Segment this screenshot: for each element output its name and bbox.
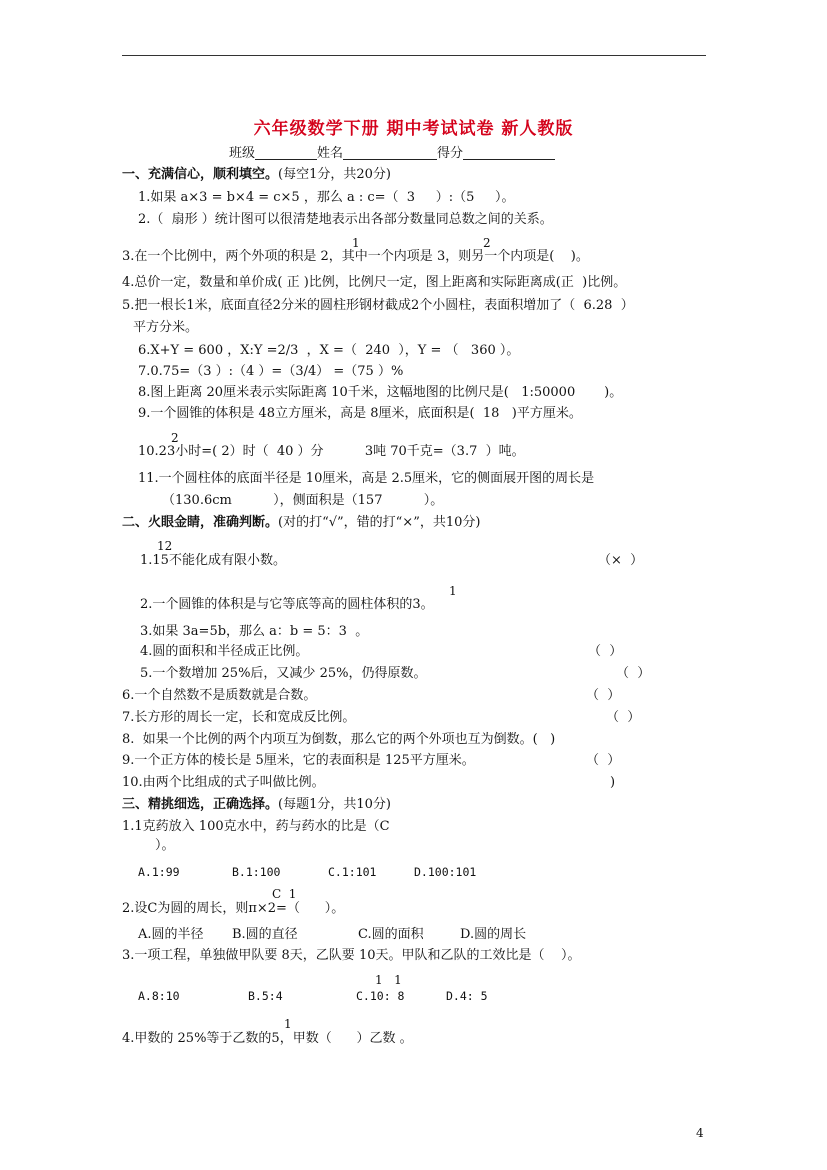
s2-q9-answer[interactable]: （ ） bbox=[586, 753, 621, 768]
s2-question-6: 6.一个自然数不是质数就是合数。 bbox=[122, 688, 317, 703]
s3-q2-option-d[interactable]: D.圆的周长 bbox=[460, 927, 527, 942]
s3-q3-fraction-top: 1 1 bbox=[375, 973, 402, 987]
s3-q3-option-d[interactable]: D.4: 5 bbox=[446, 989, 488, 1003]
section2-note: (对的打“√”，错的打“×”，共10分) bbox=[278, 515, 481, 530]
s1-question-11b: （130.6cm ），侧面积是（157 ）。 bbox=[162, 493, 444, 508]
s2-q4-answer[interactable]: （ ） bbox=[588, 644, 623, 659]
score-label: 得分 bbox=[437, 146, 464, 161]
s2-q5-answer[interactable]: （ ） bbox=[616, 666, 651, 681]
s1-question-4: 4.总价一定，数量和单价成( 正 )比例，比例尺一定，图上距离和实际距离成(正 )比例。 bbox=[122, 275, 627, 290]
name-blank[interactable] bbox=[343, 146, 437, 160]
section1-note: (每空1分，共20分) bbox=[278, 167, 391, 182]
s3-q2-fraction-top: C 1 bbox=[272, 887, 297, 901]
name-label: 姓名 bbox=[317, 146, 344, 161]
s2-q10-answer[interactable]: ) bbox=[610, 775, 616, 790]
section3-title: 三、精挑细选，正确选择。 bbox=[122, 797, 279, 812]
page-number: 4 bbox=[696, 1126, 704, 1140]
s2-question-7: 7.长方形的周长一定，长和宽成反比例。 bbox=[122, 710, 356, 725]
s1-question-7: 7.0.75=（3 ）:（4 ）=（3/4） =（75 ）% bbox=[138, 364, 404, 379]
s3-q1-option-b[interactable]: B.1:100 bbox=[232, 865, 281, 879]
section3-heading bbox=[122, 797, 391, 813]
section2-title: 二、火眼金睛，准确判断。 bbox=[122, 515, 279, 530]
s3-q1-option-c[interactable]: C.1:101 bbox=[328, 865, 377, 879]
s3-question-2: 2.设C为圆的周长，则π×2=（ ）。 bbox=[122, 901, 345, 916]
section2-heading bbox=[122, 515, 480, 531]
s3-q4-numerator: 1 bbox=[284, 1017, 292, 1031]
exam-title: 六年级数学下册 期中考试试卷 新人教版 bbox=[253, 119, 574, 139]
s1-question-1: 1.如果 a×3 = b×4 = c×5 ，那么 a : c=（ 3 ）:（5 ）。 bbox=[138, 190, 515, 205]
s1-question-5b: 平方分米。 bbox=[133, 320, 199, 335]
s3-q2-option-a[interactable]: A.圆的半径 bbox=[138, 927, 204, 942]
s1-question-10: 10.23小时=( 2）时（ 40 ）分 3吨 70千克=（3.7 ）吨。 bbox=[138, 444, 525, 459]
s3-q3-option-a[interactable]: A.8:10 bbox=[138, 989, 180, 1003]
s1-question-9: 9.一个圆锥的体积是 48立方厘米，高是 8厘米，底面积是( 18 )平方厘米。 bbox=[138, 406, 582, 421]
class-blank[interactable] bbox=[255, 146, 317, 160]
s3-question-3: 3.一项工程，单独做甲队要 8天，乙队要 10天。甲队和乙队的工效比是（ ）。 bbox=[122, 948, 581, 963]
s2-question-9: 9.一个正方体的棱长是 5厘米，它的表面积是 125平方厘米。 bbox=[122, 753, 475, 768]
s2-q1-answer[interactable]: （× ） bbox=[598, 553, 644, 568]
s1-question-3: 3.在一个比例中，两个外项的积是 2，其中一个内项是 3，则另一个内项是( )。 bbox=[122, 249, 589, 264]
s3-q3-option-c[interactable]: C.10: 8 bbox=[356, 989, 405, 1003]
s2-question-5: 5.一个数增加 25%后，又减少 25%，仍得原数。 bbox=[140, 666, 427, 681]
s3-q1-option-a[interactable]: A.1:99 bbox=[138, 865, 180, 879]
s3-q1-option-d[interactable]: D.100:101 bbox=[414, 865, 477, 879]
s1-q3-numerator-1: 1 bbox=[352, 236, 360, 250]
s1-question-8: 8.图上距离 20厘米表示实际距离 10千米，这幅地图的比例尺是( 1:50000 )。 bbox=[138, 385, 623, 400]
s3-q2-option-b[interactable]: B.圆的直径 bbox=[232, 927, 298, 942]
section3-note: (每题1分，共10分) bbox=[278, 797, 391, 812]
section1-title: 一、充满信心，顺利填空。 bbox=[122, 167, 279, 182]
student-info-line bbox=[229, 146, 555, 162]
s3-question-4: 4.甲数的 25%等于乙数的5，甲数（ ）乙数 。 bbox=[122, 1031, 413, 1046]
class-label: 班级 bbox=[229, 146, 256, 161]
s2-question-4: 4.圆的面积和半径成正比例。 bbox=[140, 644, 309, 659]
section1-heading bbox=[122, 167, 391, 183]
s2-question-1: 1.15不能化成有限小数。 bbox=[140, 553, 286, 568]
s2-question-10: 10.由两个比组成的式子叫做比例。 bbox=[122, 775, 325, 790]
s3-q2-option-c[interactable]: C.圆的面积 bbox=[358, 927, 424, 942]
s1-question-6: 6.X+Y = 600 ，X:Y =2/3 ，X =（ 240 ），Y = （ 360 ）。 bbox=[138, 343, 520, 358]
s3-question-1b: ）。 bbox=[155, 838, 175, 853]
s2-q6-answer[interactable]: （ ） bbox=[586, 688, 621, 703]
s1-question-11a: 11.一个圆柱体的底面半径是 10厘米，高是 2.5厘米，它的侧面展开图的周长是 bbox=[138, 471, 595, 486]
s1-question-5a: 5.把一根长1米，底面直径2分米的圆柱形钢材截成2个小圆柱，表面积增加了（ 6.28 ） bbox=[122, 298, 634, 313]
s2-q7-answer[interactable]: （ ） bbox=[606, 710, 641, 725]
s2-q1-numerator: 12 bbox=[157, 539, 173, 553]
s2-question-8: 8. 如果一个比例的两个内项互为倒数，那么它的两个外项也互为倒数。( ) bbox=[122, 732, 556, 747]
s1-q10-numerator: 2 bbox=[171, 431, 179, 445]
s2-q2-numerator: 1 bbox=[449, 584, 457, 598]
s1-q3-numerator-2: 2 bbox=[483, 236, 491, 250]
s3-question-1a: 1.1克药放入 100克水中，药与药水的比是（C bbox=[122, 819, 390, 834]
s2-question-2: 2.一个圆锥的体积是与它等底等高的圆柱体积的3。 bbox=[140, 597, 434, 612]
s2-question-3: 3.如果 3a=5b，那么 a：b = 5：3 。 bbox=[140, 624, 369, 639]
s1-question-2: 2.（ 扇形 ）统计图可以很清楚地表示出各部分数量同总数之间的关系。 bbox=[138, 212, 553, 227]
s3-q3-option-b[interactable]: B.5:4 bbox=[248, 989, 283, 1003]
header-rule bbox=[122, 55, 706, 56]
score-blank[interactable] bbox=[463, 146, 555, 160]
